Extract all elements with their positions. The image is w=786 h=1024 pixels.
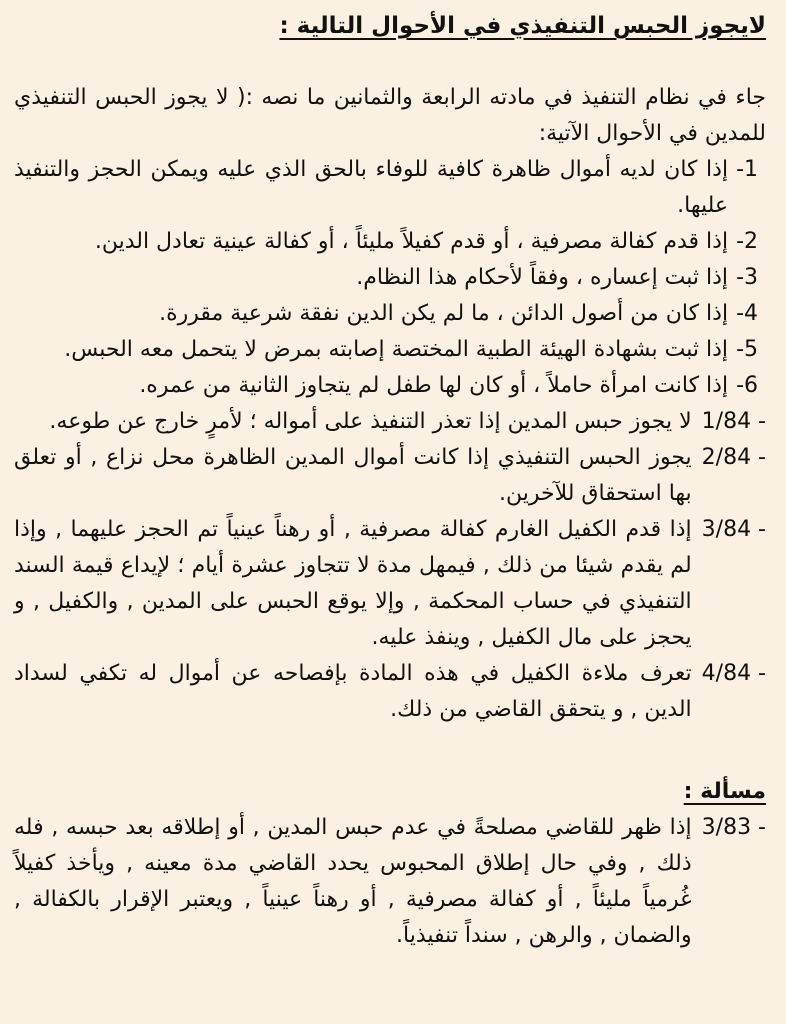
article-text: لا يجوز حبس المدين إذا تعذر التنفيذ على أمواله ؛ لأمرٍ خارج عن طوعه. [49, 409, 692, 434]
intro-paragraph: جاء في نظام التنفيذ في مادته الرابعة والثمانين ما نصه :( لا يجوز الحبس التنفيذي للمدين في الأحوال الآتية: [14, 85, 766, 146]
condition-number: -1 [736, 157, 758, 182]
masala-text: إذا ظهر للقاضي مصلحةً في عدم حبس المدين , أو إطلاقه بعد حبسه , فله ذلك , وفي حال إطلاق المحبوس يحدد القاضي مدة معينه , ويأخذ كفيلاً غُرمياً مليئاً , أو كفالة مصرفية , أو رهناً عينياً , ويعتبر الإقرار بالكفالة , والضمان , والرهن , سنداً تنفيذياً. [14, 815, 692, 948]
spacer [14, 728, 766, 774]
condition-text: إذا ثبت إعساره ، وفقاً لأحكام هذا النظام. [356, 265, 729, 290]
condition-text: إذا كانت امرأة حاملاً ، أو كان لها طفل لم يتجاوز الثانية من عمره. [139, 373, 729, 398]
article-item [14, 440, 766, 512]
article-text: تعرف ملاءة الكفيل في هذه المادة بإفصاحه عن أموال له تكفي لسداد الدين , و يتحقق القاضي من ذلك. [14, 661, 692, 722]
article-number: 3/84 - [701, 517, 766, 542]
condition-text: إذا ثبت بشهادة الهيئة الطبية المختصة إصابته بمرض لا يتحمل معه الحبس. [64, 337, 729, 362]
condition-text: إذا كان لديه أموال ظاهرة كافية للوفاء بالحق الذي عليه ويمكن الحجز والتنفيذ عليها. [14, 157, 729, 218]
condition-text: إذا قدم كفالة مصرفية ، أو قدم كفيلاً مليئاً ، أو كفالة عينية تعادل الدين. [94, 229, 729, 254]
article-text: إذا قدم الكفيل الغارم كفالة مصرفية , أو رهناً عينياً تم الحجز عليهما , وإذا لم يقدم شيئا من ذلك , فيمهل مدة لا تتجاوز عشرة أيام ؛ لإيداع قيمة السند التنفيذي في حساب المحكمة , وإلا يوقع الحبس على المدين , والكفيل , و يحجز على مال الكفيل , وينفذ عليه. [14, 517, 692, 650]
masala-item [14, 810, 766, 954]
masala-title: مسألة : [683, 779, 766, 804]
condition-number: -3 [736, 265, 758, 290]
condition-number: -2 [736, 229, 758, 254]
masala-number: 3/83 - [701, 815, 766, 840]
condition-text: إذا كان من أصول الدائن ، ما لم يكن الدين نفقة شرعية مقررة. [159, 301, 729, 326]
article-text: يجوز الحبس التنفيذي إذا كانت أموال المدين الظاهرة محل نزاع , أو تعلق بها استحقاق للآخرين. [14, 445, 692, 506]
article-item [14, 512, 766, 656]
condition-item [14, 296, 766, 332]
condition-number: -6 [736, 373, 758, 398]
article-number: 1/84 - [701, 409, 766, 434]
page-title: لايجوز الحبس التنفيذي في الأحوال التالية : [279, 13, 766, 39]
spacer [14, 46, 766, 80]
condition-item [14, 368, 766, 404]
condition-item [14, 260, 766, 296]
condition-number: -5 [736, 337, 758, 362]
article-item [14, 404, 766, 440]
article-number: 4/84 - [701, 661, 766, 686]
condition-item [14, 224, 766, 260]
condition-item [14, 332, 766, 368]
condition-number: -4 [736, 301, 758, 326]
condition-item [14, 152, 766, 224]
article-number: 2/84 - [701, 445, 766, 470]
article-item [14, 656, 766, 728]
